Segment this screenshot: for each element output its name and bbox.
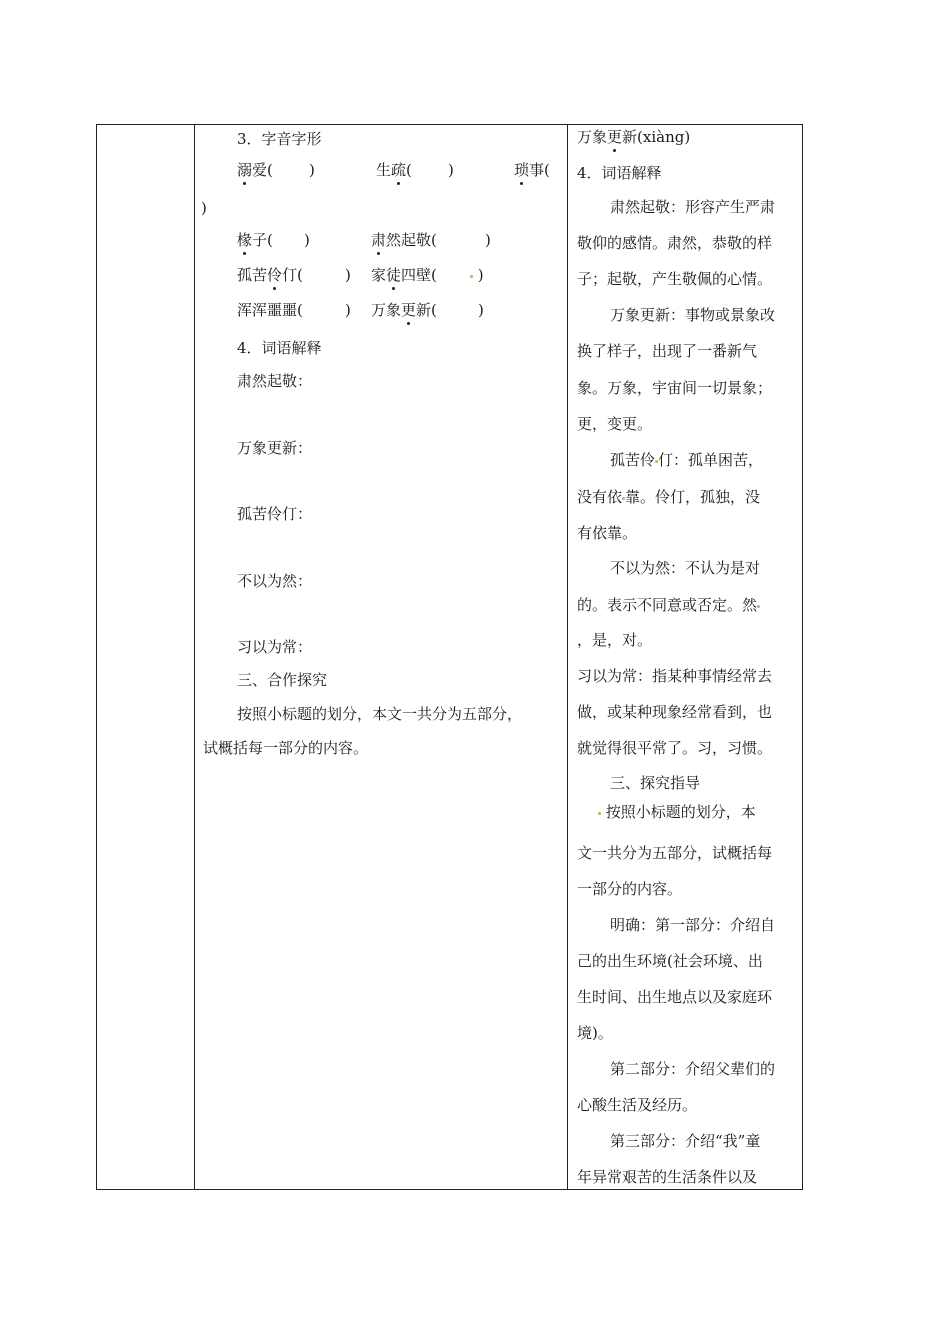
pinyin-item: 肃然起敬( (371, 231, 437, 249)
answer-line: 一部分的内容。 (577, 880, 683, 898)
answer-line: 心酸生活及经历。 (577, 1096, 698, 1114)
answer-line: 按照小标题的划分，本 (598, 802, 756, 822)
answer-line: 境)。 (577, 1024, 613, 1042)
pinyin-blank: ) (345, 266, 351, 284)
answer-line: 有依靠。 (577, 524, 638, 542)
answer-line: 明确：第一部分：介绍自 (610, 916, 776, 934)
coop-question: 按照小标题的划分，本文一共分为五部分， (237, 705, 523, 723)
answer-line: 子；起敬，产生敬佩的心情。 (577, 270, 773, 288)
highlight-dot (757, 605, 760, 608)
left-column (97, 125, 194, 1189)
pinyin-answer: 万象更新(xiàng) (577, 128, 691, 146)
answer-line: 没有依 靠。伶仃，孤独，没 (577, 488, 761, 506)
vocab-term: 习以为常： (237, 638, 313, 656)
answer-line: 敬仰的感情。肃然，恭敬的样 (577, 234, 773, 252)
answer-line: 象。万象，宇宙间一切景象； (577, 379, 773, 397)
answer-line: 习以为常：指某种事情经常去 (577, 667, 773, 685)
pinyin-blank: ) (304, 231, 310, 249)
answer-line: 做，或某种现象经常看到，也 (577, 703, 773, 721)
answer-line: 就觉得很平常了。习，习惯。 (577, 739, 773, 757)
pinyin-item: 椽子( (237, 231, 273, 249)
vocab-term: 万象更新： (237, 439, 313, 457)
section-guide-title: 三、探究指导 (610, 774, 701, 792)
pinyin-item: 浑浑噩噩( (237, 301, 303, 319)
answer-line: 的。表示不同意或否定。然 (577, 595, 760, 615)
pinyin-blank: ) (485, 231, 491, 249)
coop-question: 试概括每一部分的内容。 (203, 739, 369, 757)
answer-line: 文一共分为五部分，试概括每 (577, 844, 773, 862)
answer-line: 更，变更。 (577, 415, 653, 433)
pinyin-blank: ) (448, 161, 454, 179)
pinyin-blank: ) (309, 161, 315, 179)
pinyin-item: 生疏( (376, 161, 412, 179)
pinyin-item: 万象更新( (371, 301, 437, 319)
vocab-term: 不以为然： (237, 572, 313, 590)
section-pronunciation-title: 3．字音字形 (237, 130, 322, 148)
lesson-table (96, 124, 803, 1190)
highlight-dot (598, 812, 601, 815)
answer-line: 肃然起敬：形容产生严肃 (610, 198, 776, 216)
answer-line: 换了样子，出现了一番新气 (577, 342, 758, 360)
section-vocab-title: 4．词语解释 (237, 339, 322, 357)
pinyin-blank: ) (478, 301, 484, 319)
answer-line: 年异常艰苦的生活条件以及 (577, 1168, 758, 1186)
answer-line: 第二部分：介绍父辈们的 (610, 1060, 776, 1078)
vocab-term: 肃然起敬： (237, 372, 313, 390)
student-column (195, 125, 567, 1189)
answer-line: ，是，对。 (577, 631, 653, 649)
answer-line: 第三部分：介绍“我”童 (610, 1132, 761, 1150)
pinyin-item: 家徒四壁( (371, 266, 437, 284)
pinyin-item: 琐事( (514, 161, 550, 179)
answer-line: 己的出生环境(社会环境、出 (577, 952, 763, 970)
section-coop-title: 三、合作探究 (237, 671, 328, 689)
pinyin-item: 孤苦伶仃( (237, 266, 303, 284)
section-vocab-title: 4．词语解释 (577, 164, 662, 182)
pinyin-item: 溺爱( (237, 161, 273, 179)
pinyin-blank: ) (470, 265, 484, 285)
pinyin-blank: ) (201, 199, 207, 217)
answer-line: 不以为然：不认为是对 (610, 559, 761, 577)
answer-line: 生时间、出生地点以及家庭环 (577, 988, 773, 1006)
pinyin-blank: ) (345, 301, 351, 319)
vocab-term: 孤苦伶仃： (237, 505, 313, 523)
teacher-column (568, 125, 803, 1189)
answer-line: 万象更新：事物或景象改 (610, 306, 776, 324)
highlight-dot (470, 275, 473, 278)
answer-line: 孤苦伶 仃：孤单困苦， (610, 451, 764, 469)
